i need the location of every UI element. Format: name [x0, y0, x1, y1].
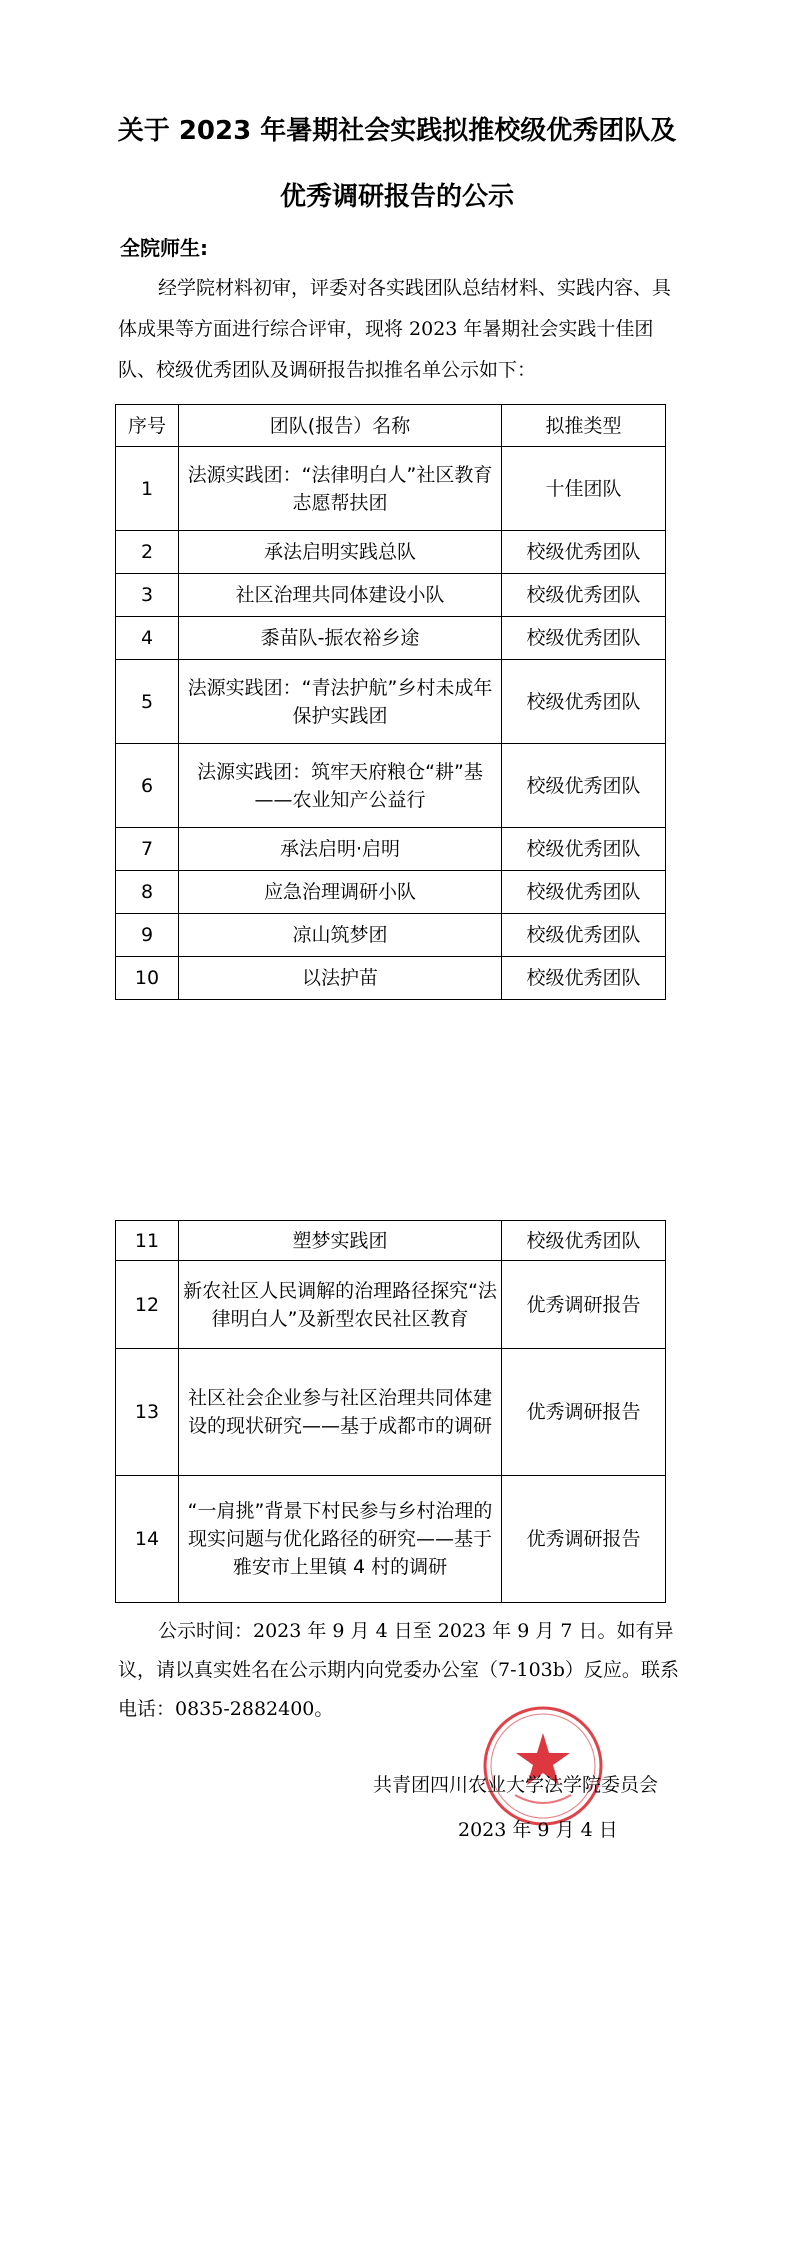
table-row	[116, 828, 666, 871]
row-number-cell: 11	[116, 1221, 179, 1261]
official-seal	[480, 1703, 606, 1829]
team-name-cell: 新农社区人民调解的治理路径探究“法律明白人”及新型农民社区教育	[179, 1261, 502, 1349]
table-row	[116, 660, 666, 744]
row-number-cell: 6	[116, 744, 179, 828]
row-number-cell: 14	[116, 1476, 179, 1603]
intro-paragraph: 经学院材料初审，评委对各实践团队总结材料、实践内容、具体成果等方面进行综合评审，现将 2023 年暑期社会实践十佳团队、校级优秀团队及调研报告拟推名单公示如下：	[118, 277, 672, 381]
document-title-line2: 优秀调研报告的公示	[279, 182, 514, 212]
team-name-cell: 以法护苗	[179, 957, 502, 1000]
table-row	[116, 447, 666, 531]
notice-paragraph: 公示时间：2023 年 9 月 4 日至 2023 年 9 月 7 日。如有异议，请以真实姓名在公示期内向党委办公室（7-103b）反应。联系电话：0835-2882400。	[118, 1620, 679, 1720]
team-name-cell: 黍苗队-振农裕乡途	[179, 617, 502, 660]
row-number-cell: 3	[116, 574, 179, 617]
row-number-cell: 1	[116, 447, 179, 531]
team-name-cell: 承法启明·启明	[179, 828, 502, 871]
table-row	[116, 871, 666, 914]
team-name-cell: 凉山筑梦团	[179, 914, 502, 957]
greeting: 全院师生:	[120, 236, 208, 260]
team-name-cell: 承法启明实践总队	[179, 531, 502, 574]
nomination-type-cell: 校级优秀团队	[502, 871, 666, 914]
row-number-cell: 7	[116, 828, 179, 871]
nomination-type-cell: 校级优秀团队	[502, 1221, 666, 1261]
table-row	[116, 957, 666, 1000]
document-title-line1: 关于 2023 年暑期社会实践拟推校级优秀团队及	[117, 116, 677, 146]
table-row	[116, 744, 666, 828]
row-number-cell: 5	[116, 660, 179, 744]
nomination-type-cell: 校级优秀团队	[502, 660, 666, 744]
nomination-type-cell: 校级优秀团队	[502, 574, 666, 617]
nomination-type-cell: 优秀调研报告	[502, 1261, 666, 1349]
table-header-row	[116, 405, 666, 447]
nomination-type-cell: 校级优秀团队	[502, 828, 666, 871]
row-number-cell: 12	[116, 1261, 179, 1349]
nomination-type-cell: 十佳团队	[502, 447, 666, 531]
row-number-cell: 9	[116, 914, 179, 957]
table-row	[116, 531, 666, 574]
team-name-cell: 法源实践团：筑牢天府粮仓“耕”基——农业知产公益行	[179, 744, 502, 828]
row-number-cell: 10	[116, 957, 179, 1000]
row-number-cell: 13	[116, 1349, 179, 1476]
team-name-cell: “一肩挑”背景下村民参与乡村治理的现实问题与优化路径的研究——基于雅安市上里镇 4 村的调研	[179, 1476, 502, 1603]
team-name-cell: 法源实践团：“青法护航”乡村未成年保护实践团	[179, 660, 502, 744]
table-header-cell: 拟推类型	[502, 405, 666, 447]
table-row	[116, 1476, 666, 1603]
table-header-cell: 序号	[116, 405, 179, 447]
team-name-cell: 塑梦实践团	[179, 1221, 502, 1261]
nominee-table-page2	[115, 1220, 666, 1603]
team-name-cell: 社区治理共同体建设小队	[179, 574, 502, 617]
nomination-type-cell: 校级优秀团队	[502, 744, 666, 828]
team-name-cell: 社区社会企业参与社区治理共同体建设的现状研究——基于成都市的调研	[179, 1349, 502, 1476]
signature-organization: 共青团四川农业大学法学院委员会	[373, 1774, 659, 1796]
table-row	[116, 1349, 666, 1476]
nomination-type-cell: 优秀调研报告	[502, 1349, 666, 1476]
nominee-table-page1	[115, 404, 666, 1000]
table-row	[116, 617, 666, 660]
nomination-type-cell: 优秀调研报告	[502, 1476, 666, 1603]
table-row	[116, 574, 666, 617]
nomination-type-cell: 校级优秀团队	[502, 957, 666, 1000]
row-number-cell: 4	[116, 617, 179, 660]
table-row	[116, 1221, 666, 1261]
table-header-cell: 团队(报告）名称	[179, 405, 502, 447]
nomination-type-cell: 校级优秀团队	[502, 617, 666, 660]
table-row	[116, 914, 666, 957]
nomination-type-cell: 校级优秀团队	[502, 914, 666, 957]
signature-date: 2023 年 9 月 4 日	[458, 1819, 618, 1841]
team-name-cell: 法源实践团：“法律明白人”社区教育志愿帮扶团	[179, 447, 502, 531]
team-name-cell: 应急治理调研小队	[179, 871, 502, 914]
table-row	[116, 1261, 666, 1349]
row-number-cell: 2	[116, 531, 179, 574]
nomination-type-cell: 校级优秀团队	[502, 531, 666, 574]
row-number-cell: 8	[116, 871, 179, 914]
